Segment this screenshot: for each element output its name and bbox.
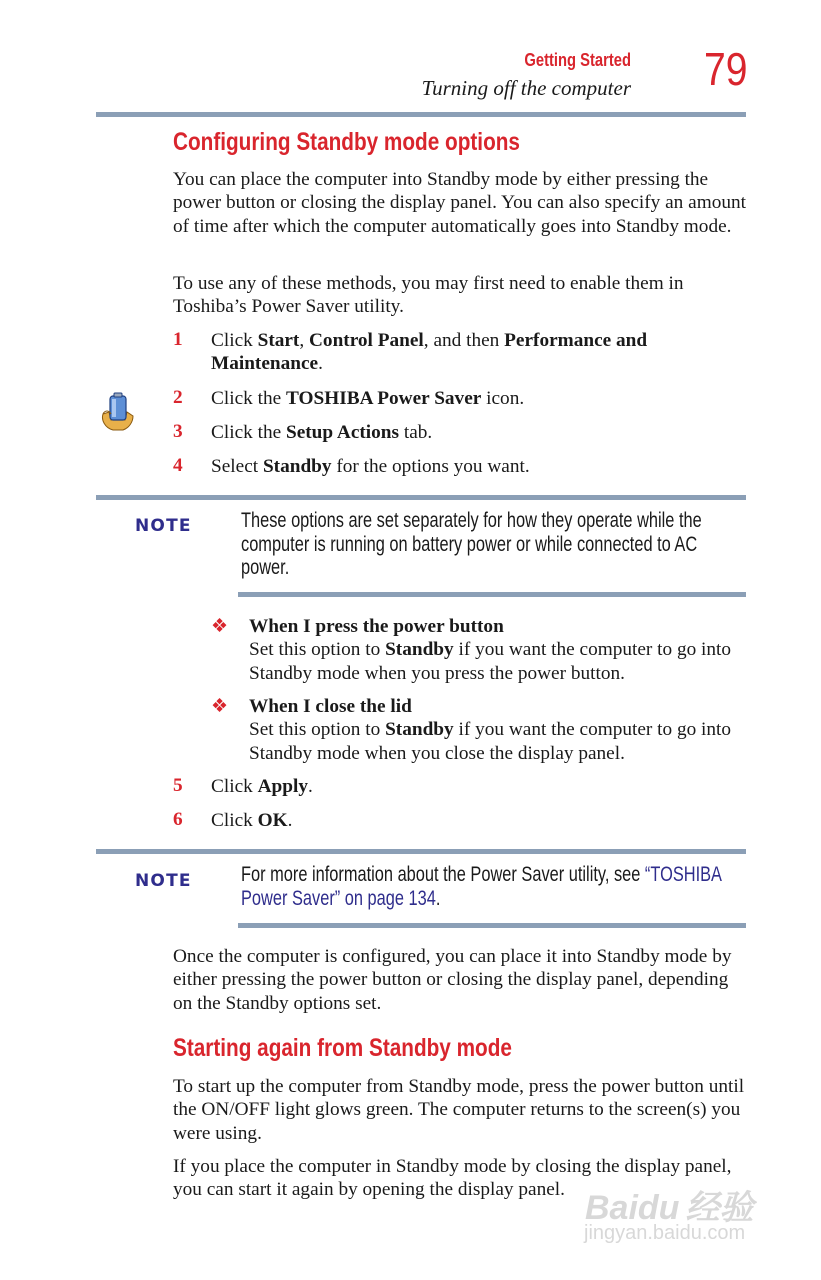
power-saver-icon	[97, 390, 141, 434]
paragraph-intro: You can place the computer into Standby mode by either pressing the power button or closing the display panel. You can also specify an amount of time after which the computer automatically goes into Standby mode.	[173, 169, 746, 237]
bullet-item: When I press the power button Set this option to Standby if you want the computer to go into Standby mode when you press the power button.	[249, 616, 732, 684]
diamond-bullet-icon: ❖	[211, 616, 229, 637]
running-header-section: Getting Started	[524, 50, 631, 70]
section-heading-configuring: Configuring Standby mode options	[173, 128, 520, 156]
step-number: 3	[173, 421, 183, 442]
step-number: 1	[173, 329, 183, 350]
step-number: 2	[173, 387, 183, 408]
section-heading-starting: Starting again from Standby mode	[173, 1034, 512, 1062]
bullet-item: When I close the lid Set this option to Standby if you want the computer to go into Standby mode when you close the display panel.	[249, 696, 732, 764]
paragraph-enable: To use any of these methods, you may first need to enable them in Toshiba’s Power Saver utility.	[173, 273, 684, 318]
paragraph-open-panel: If you place the computer in Standby mode by closing the display panel, you can start it again by opening the display panel.	[173, 1156, 732, 1201]
paragraph-configured: Once the computer is configured, you can place it into Standby mode by either pressing the power button or closing the display panel, depending on the Standby options set.	[173, 946, 732, 1014]
diamond-bullet-icon: ❖	[211, 696, 229, 717]
step-text: Click the TOSHIBA Power Saver icon.	[211, 388, 525, 409]
note-label: NOTE	[135, 516, 192, 536]
note-bottom-rule	[238, 923, 746, 928]
cross-reference-link[interactable]: Power Saver” on page 134	[241, 886, 436, 910]
note-label: NOTE	[135, 871, 192, 891]
cross-reference-link[interactable]: “TOSHIBA	[644, 863, 722, 886]
step-number: 5	[173, 775, 183, 796]
page-number: 79	[704, 43, 748, 95]
step-number: 4	[173, 455, 183, 476]
step-number: 6	[173, 809, 183, 830]
step-text: Click Apply.	[211, 776, 313, 797]
step-text: Click Start, Control Panel, and then Performance and Maintenance.	[211, 330, 648, 375]
step-text: Click the Setup Actions tab.	[211, 422, 433, 443]
note-text: These options are set separately for how they operate while the computer is running on battery power or while connected to AC power.	[241, 509, 702, 579]
note-text: For more information about the Power Saver utility, see “TOSHIBA Power Saver” on page 134.	[241, 863, 722, 910]
note-top-rule	[96, 849, 746, 854]
header-rule	[96, 112, 746, 117]
note-top-rule	[96, 495, 746, 500]
note-bottom-rule	[238, 592, 746, 597]
step-text: Click OK.	[211, 810, 293, 831]
paragraph-start-up: To start up the computer from Standby mode, press the power button until the ON/OFF light glows green. The computer returns to the screen(s) you were using.	[173, 1076, 745, 1144]
running-header-subtitle: Turning off the computer	[421, 76, 631, 100]
watermark-url: jingyan.baidu.com	[584, 1222, 746, 1244]
watermark-logo: Baidu 经验	[585, 1189, 754, 1227]
step-text: Select Standby for the options you want.	[211, 456, 530, 477]
